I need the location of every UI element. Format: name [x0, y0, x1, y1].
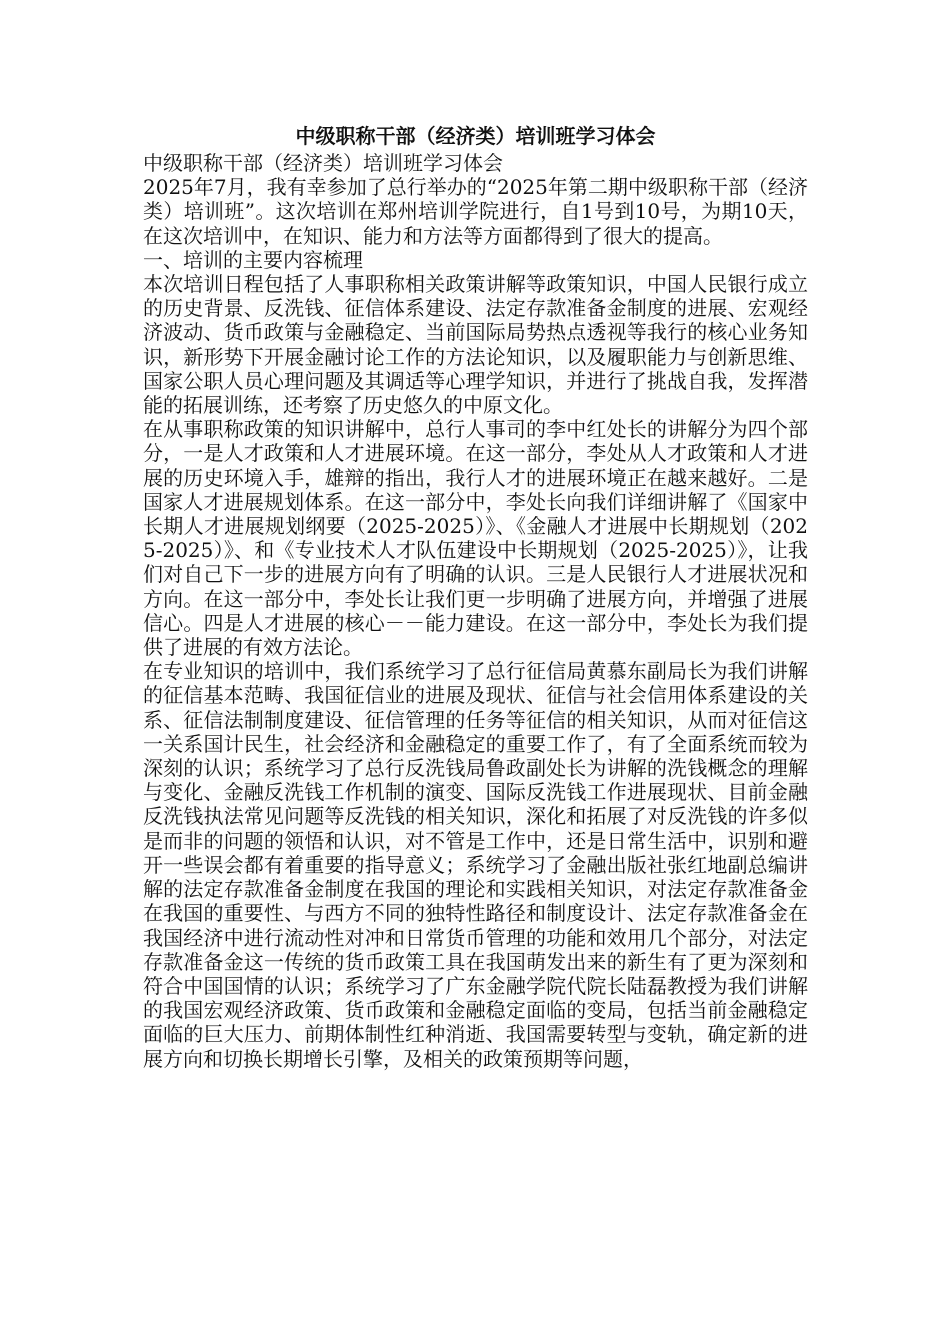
document-body	[143, 122, 808, 1071]
training-overview-paragraph: 本次培训日程包括了人事职称相关政策讲解等政策知识，中国人民银行成立的历史背景、反洗钱、征信体系建设、法定存款准备金制度的进展、宏观经济波动、货币政策与金融稳定、当前国际局势热点透视等我行的核心业务知识，新形势下开展金融讨论工作的方法论知识，以及履职能力与创新思维、国家公职人员心理问题及其调适等心理学知识，并进行了挑战自我，发挥潜能的拓展训练，还考察了历史悠久的中原文化。	[143, 272, 808, 418]
policy-lecture-paragraph: 在从事职称政策的知识讲解中，总行人事司的李中红处长的讲解分为四个部分，一是人才政策和人才进展环境。在这一部分，李处从人才政策和人才进展的历史环境入手，雄辩的指出，我行人才的进展环境正在越来越好。二是国家人才进展规划体系。在这一部分中，李处长向我们详细讲解了《国家中长期人才进展规划纲要（2025-2025）》、《金融人才进展中长期规划（2025-2025）》、和《专业技术人才队伍建设中长期规划（2025-2025）》，让我们对自己下一步的进展方向有了明确的认识。三是人民银行人才进展状况和方向。在这一部分中，李处长让我们更一步明确了进展方向，并增强了进展信心。四是人才进展的核心－－能力建设。在这一部分中，李处长为我们提供了进展的有效方法论。	[143, 417, 808, 660]
intro-paragraph: 2025年7月，我有幸参加了总行举办的“2025年第二期中级职称干部（经济类）培训班”。这次培训在郑州培训学院进行，自1号到10号，为期10天，在这次培训中，在知识、能力和方法等方面都得到了很大的提高。	[143, 175, 808, 248]
professional-knowledge-paragraph: 在专业知识的培训中，我们系统学习了总行征信局黄慕东副局长为我们讲解的征信基本范畴、我国征信业的进展及现状、征信与社会信用体系建设的关系、征信法制制度建设、征信管理的任务等征信的相关知识，从而对征信这一关系国计民生，社会经济和金融稳定的重要工作了，有了全面系统而较为深刻的认识；系统学习了总行反洗钱局鲁政副处长为讲解的洗钱概念的理解与变化、金融反洗钱工作机制的演变、国际反洗钱工作进展现状、目前金融反洗钱执法常见问题等反洗钱的相关知识，深化和拓展了对反洗钱的许多似是而非的问题的领悟和认识，对不管是工作中，还是日常生活中，识别和避开一些误会都有着重要的指导意义；系统学习了金融出版社张红地副总编讲解的法定存款准备金制度在我国的理论和实践相关知识，对法定存款准备金在我国的重要性、与西方不同的独特性路径和制度设计、法定存款准备金在我国经济中进行流动性对冲和日常货币管理的功能和效用几个部分，对法定存款准备金这一传统的货币政策工具在我国萌发出来的新生有了更为深刻和符合中国国情的认识；系统学习了广东金融学院代院长陆磊教授为我们讲解的我国宏观经济政策、货币政策和金融稳定面临的变局，包括当前金融稳定面临的巨大压力、前期体制性红种消逝、我国需要转型与变轨，确定新的进展方向和切换长期增长引擎，及相关的政策预期等问题，	[143, 659, 808, 1071]
document-title: 中级职称干部（经济类）培训班学习体会	[295, 124, 656, 148]
section-heading: 一、培训的主要内容梳理	[143, 247, 363, 272]
subtitle-paragraph: 中级职称干部（经济类）培训班学习体会	[143, 151, 503, 175]
